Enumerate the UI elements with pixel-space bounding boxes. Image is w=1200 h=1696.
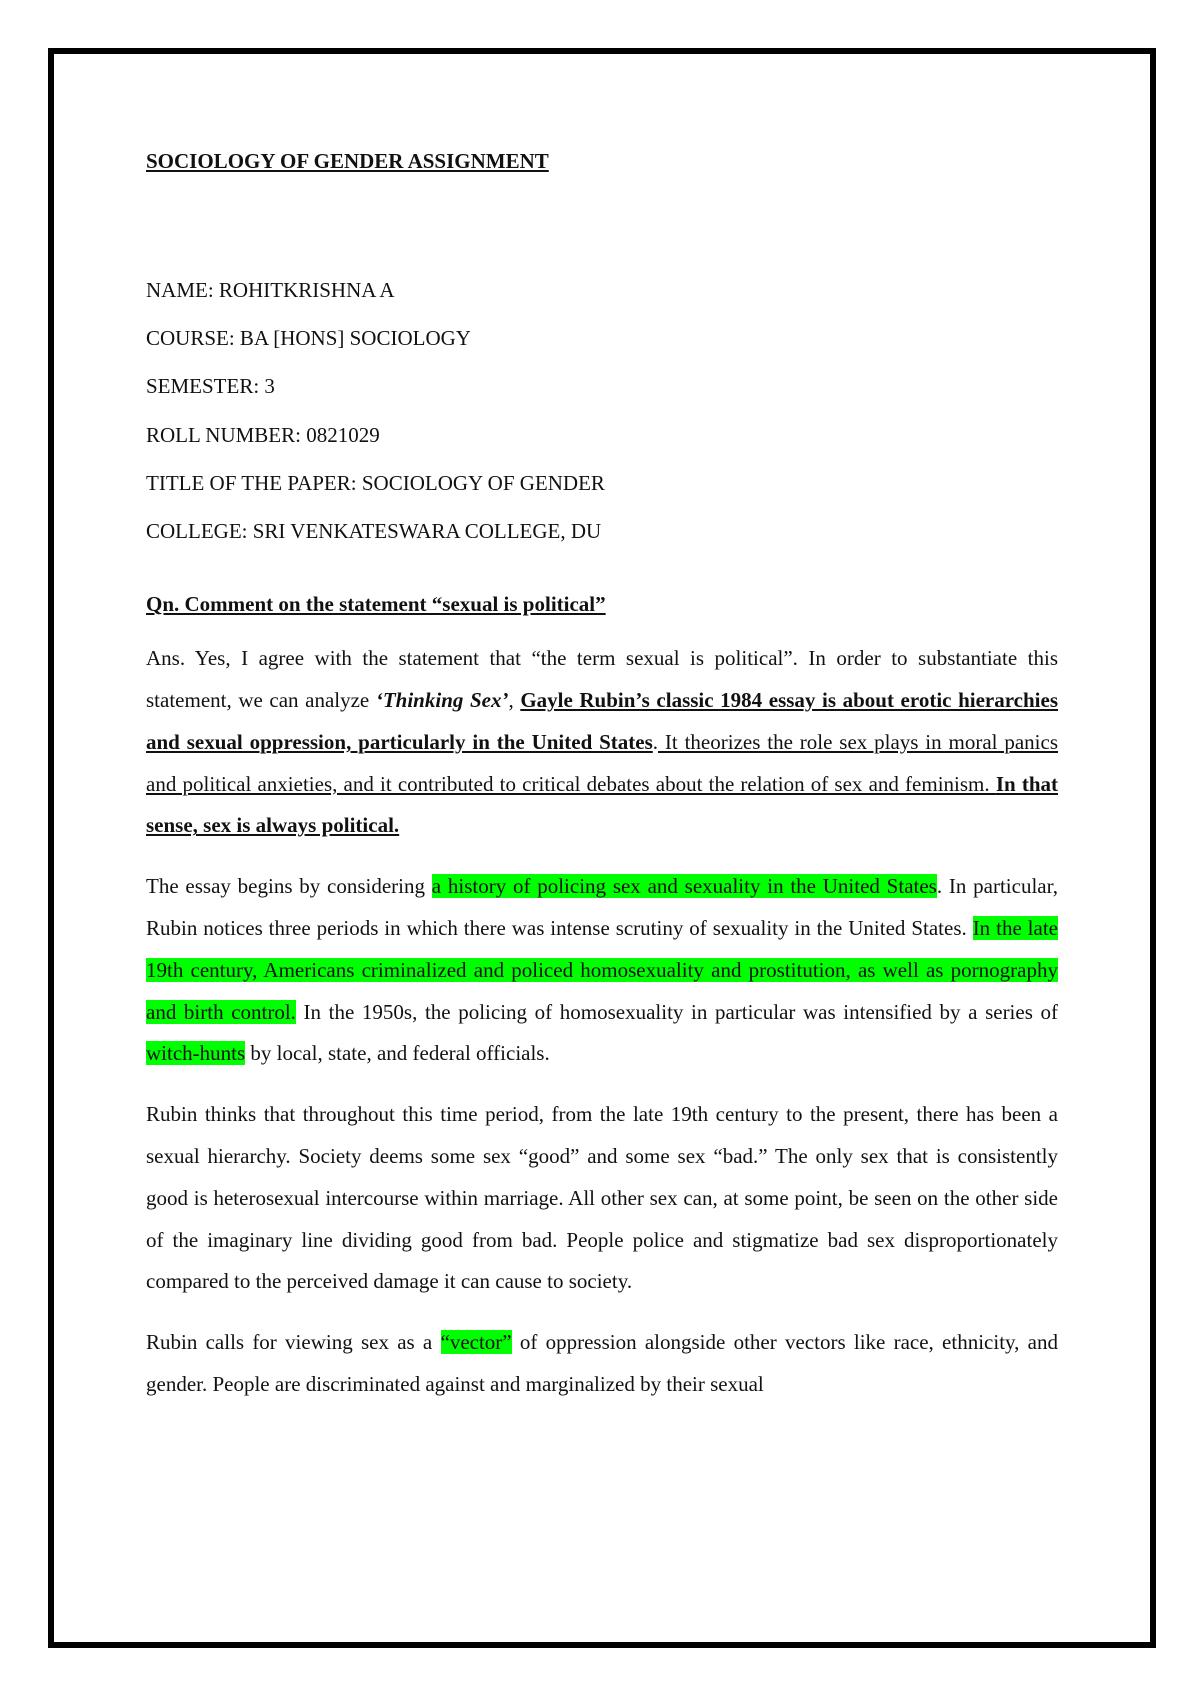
- para2-highlight-1: a history of policing sex and sexuality in the United States: [431, 874, 937, 899]
- answer-intro: Ans. Yes, I agree with the statement that “the term sexual is political”. In order to substantiate this statement, we can analyze: [146, 646, 1058, 713]
- para2-highlight-2: In the late 19th century, Americans criminalized and policed homosexuality and prostitution, as well as pornography and birth control.: [146, 916, 1058, 1024]
- work-title: ‘Thinking Sex’: [375, 688, 509, 713]
- info-college: COLLEGE: SRI VENKATESWARA COLLEGE, DU: [146, 519, 602, 544]
- answer-comma: ,: [508, 688, 521, 713]
- info-name: NAME: ROHITKRISHNA A: [146, 278, 395, 302]
- para2-text-2: . In particular, Rubin notices three periods in which there was intense scrutiny of sexuality in the United States.: [146, 874, 1058, 940]
- answer-paragraph: [146, 638, 1058, 847]
- info-roll-number: ROLL NUMBER: 0821029: [146, 422, 380, 447]
- question-heading: Qn. Comment on the statement “sexual is political”: [146, 592, 606, 617]
- para2-text-3: In the 1950s, the policing of homosexuality in particular was intensified by a series of: [295, 999, 1058, 1024]
- document-title: SOCIOLOGY OF GENDER ASSIGNMENT: [146, 149, 549, 173]
- paragraph-history: [146, 866, 1058, 1075]
- para2-text-1: The essay begins by considering: [146, 874, 432, 899]
- para2-text-4: by local, state, and federal officials.: [245, 1041, 550, 1066]
- para4-text-2: of oppression alongside other vectors like race, ethnicity, and gender. People are discriminated against and marginalized by their sexual: [146, 1330, 1058, 1396]
- info-semester: SEMESTER: 3: [146, 374, 275, 399]
- info-paper-title: TITLE OF THE PAPER: SOCIOLOGY OF GENDER: [146, 470, 605, 495]
- document-body: [146, 138, 1058, 1425]
- answer-bold-underlined: Gayle Rubin’s classic 1984 essay is about erotic hierarchies and sexual oppression, particularly in the United States: [146, 688, 1058, 754]
- student-info: [146, 266, 1058, 555]
- para4-text-1: Rubin calls for viewing sex as a: [146, 1330, 441, 1355]
- answer-conclusion: In that sense, sex is always political.: [146, 771, 1058, 838]
- para4-highlight-1: “vector”: [440, 1330, 512, 1355]
- paragraph-hierarchy: Rubin thinks that throughout this time period, from the late 19th century to the present, there has been a sexual hierarchy. Society deems some sex “good” and some sex “bad.” The only sex that is consistently good is heterosexual intercourse within marriage. All other sex can, at some point, be seen on the other side of the imaginary line dividing good from bad. People police and stigmatize bad sex disproportionately compared to the perceived damage it can cause to society.: [146, 1102, 1058, 1294]
- para2-highlight-3: witch-hunts: [146, 1041, 246, 1066]
- answer-period: .: [652, 729, 659, 754]
- answer-underlined: It theorizes the role sex plays in moral panics and political anxieties, and it contributed to critical debates about the relation of sex and feminism.: [146, 729, 1058, 796]
- info-course: COURSE: BA [HONS] SOCIOLOGY: [146, 326, 471, 351]
- paragraph-vector: [146, 1322, 1058, 1406]
